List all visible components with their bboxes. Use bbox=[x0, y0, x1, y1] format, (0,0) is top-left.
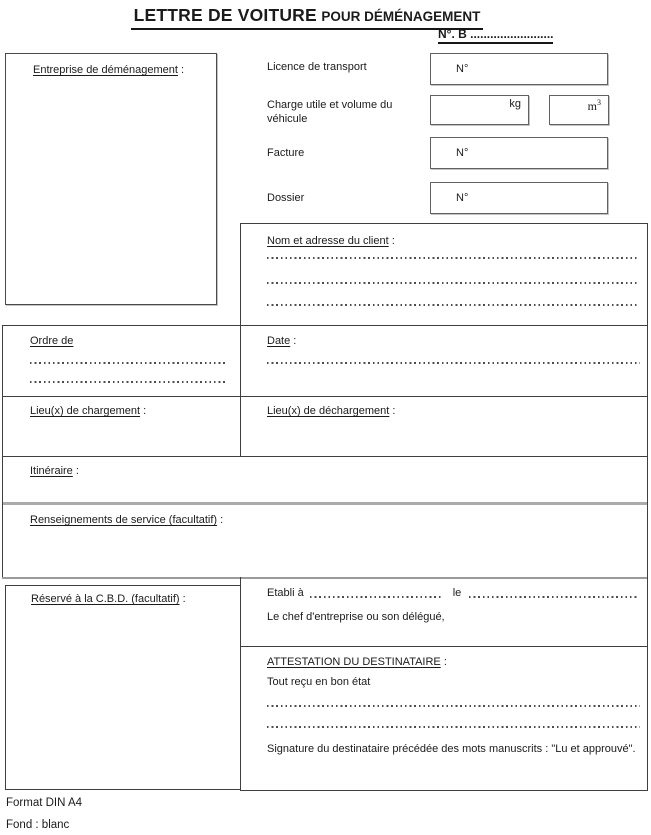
page-title-main: LETTRE DE VOITURE bbox=[133, 5, 317, 25]
etabli-line bbox=[267, 587, 638, 600]
entreprise-box[interactable] bbox=[5, 53, 217, 305]
client-dotted-line[interactable] bbox=[267, 257, 638, 259]
table-top-line bbox=[2, 325, 648, 326]
charge-kg-box[interactable] bbox=[430, 95, 529, 125]
m3-unit-label: $m^3$ bbox=[587, 98, 601, 113]
attestation-label: ATTESTATION DU DESTINATAIRE : bbox=[267, 656, 447, 668]
client-dotted-line[interactable] bbox=[267, 282, 638, 284]
row-divider-line bbox=[2, 396, 648, 397]
signature-note: Signature du destinataire précédée des mots manuscrits : "Lu et approuvé". bbox=[267, 743, 636, 755]
date-dotted-line[interactable] bbox=[267, 362, 640, 364]
page-title-sub: POUR DÉMÉNAGEMENT bbox=[321, 9, 481, 24]
etabli-place-dotted-line[interactable] bbox=[310, 596, 443, 598]
column-divider bbox=[240, 325, 241, 456]
licence-number-prefix: N° bbox=[456, 63, 469, 75]
table-left-border bbox=[2, 325, 3, 577]
licence-number-box[interactable] bbox=[430, 53, 608, 85]
chef-entreprise-line: Le chef d'entreprise ou son délégué, bbox=[267, 611, 445, 623]
number-b-field[interactable]: N°. B ......................... bbox=[438, 27, 553, 44]
row-divider-line bbox=[2, 456, 648, 457]
table-right-border bbox=[647, 325, 648, 790]
chargement-label: Lieu(x) de chargement : bbox=[30, 405, 147, 417]
page-title-underline bbox=[131, 5, 484, 30]
recu-line: Tout reçu en bon état bbox=[267, 676, 371, 688]
ordre-dotted-line[interactable] bbox=[30, 381, 227, 383]
footer-format: Format DIN A4 bbox=[6, 797, 83, 809]
client-label: Nom et adresse du client : bbox=[267, 235, 395, 247]
row-divider-line-thick bbox=[2, 502, 648, 505]
etabli-date-dotted-line[interactable] bbox=[469, 596, 638, 598]
ordre-label: Ordre de bbox=[30, 335, 74, 347]
ordre-dotted-line[interactable] bbox=[30, 362, 227, 364]
dechargement-label: Lieu(x) de déchargement : bbox=[267, 405, 396, 417]
row-divider-line-gray bbox=[2, 577, 648, 579]
attestation-divider-line bbox=[240, 646, 648, 647]
dossier-number-prefix: N° bbox=[456, 192, 469, 204]
itineraire-label: Itinéraire : bbox=[30, 465, 79, 477]
kg-unit-label: kg bbox=[509, 98, 521, 110]
dossier-label: Dossier bbox=[267, 192, 305, 204]
date-label: Date : bbox=[267, 335, 297, 347]
cbd-box[interactable] bbox=[5, 585, 241, 790]
table-bottom-line bbox=[240, 790, 648, 791]
etabli-le-label: le bbox=[452, 587, 462, 599]
entreprise-label: Entreprise de déménagement : bbox=[33, 64, 185, 76]
licence-label: Licence de transport bbox=[267, 61, 367, 73]
facture-label: Facture bbox=[267, 147, 305, 159]
attestation-dotted-line[interactable] bbox=[267, 726, 640, 728]
charge-m3-box[interactable] bbox=[549, 95, 609, 125]
client-dotted-line[interactable] bbox=[267, 304, 638, 306]
client-box[interactable] bbox=[240, 223, 648, 325]
dossier-number-box[interactable] bbox=[430, 182, 608, 214]
renseignements-label: Renseignements de service (facultatif) : bbox=[30, 514, 224, 526]
cbd-label: Réservé à la C.B.D. (facultatif) : bbox=[31, 593, 186, 605]
etabli-prefix-label: Etabli à bbox=[267, 587, 304, 599]
charge-label: Charge utile et volume du véhicule bbox=[267, 99, 393, 125]
facture-number-box[interactable] bbox=[430, 137, 608, 169]
attestation-dotted-line[interactable] bbox=[267, 705, 640, 707]
facture-number-prefix: N° bbox=[456, 147, 469, 159]
footer-fond: Fond : blanc bbox=[6, 819, 70, 831]
